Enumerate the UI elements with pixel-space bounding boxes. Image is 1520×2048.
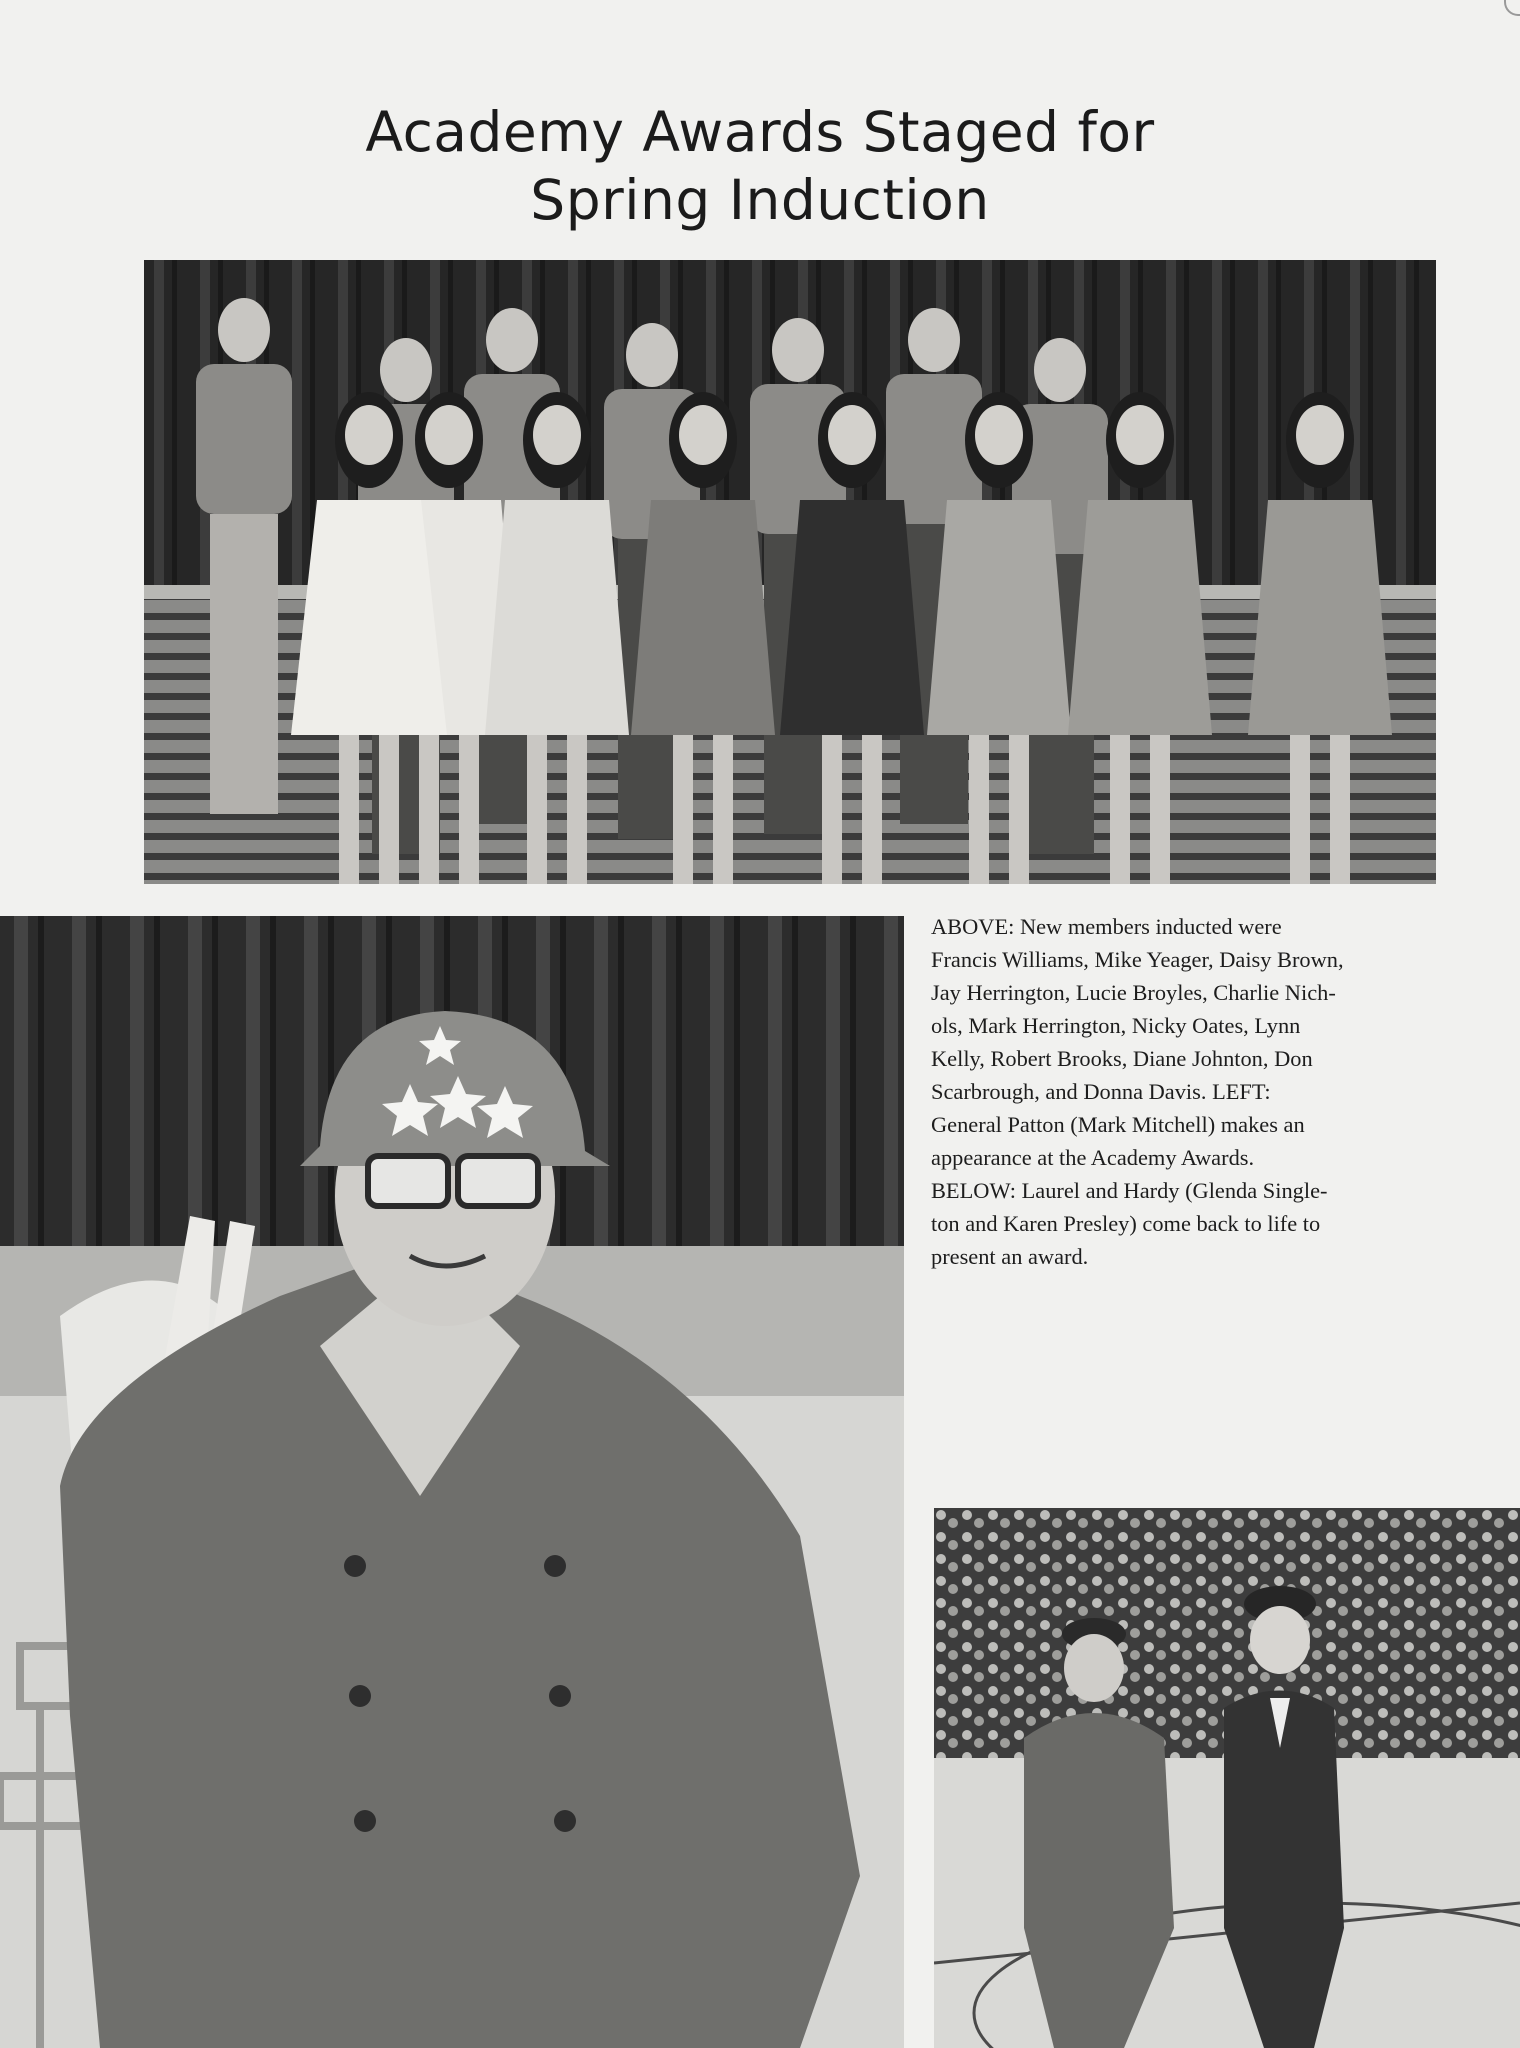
caption-line: Scarbrough, and Donna Davis. LEFT: [931,1079,1271,1104]
patton-photo [0,916,904,2048]
caption-line: Kelly, Robert Brooks, Diane Johnton, Don [931,1046,1313,1071]
caption-line: ton and Karen Presley) come back to life to [931,1211,1321,1236]
caption-line: Francis Williams, Mike Yeager, Daisy Brown, [931,947,1344,972]
caption-line: present an award. [931,1244,1089,1269]
caption-line: Jay Herrington, Lucie Broyles, Charlie Nich- [931,980,1336,1005]
caption-line: BELOW: Laurel and Hardy (Glenda Single- [931,1178,1328,1203]
laurel-hardy-photo [934,1508,1520,2048]
group-photo-image [144,260,1436,884]
caption-line: appearance at the Academy Awards. [931,1145,1255,1170]
caption-line: General Patton (Mark Mitchell) makes an [931,1112,1305,1137]
patton-photo-image [0,916,904,2048]
laurel-hardy-photo-image [934,1508,1520,2048]
group-photo [144,260,1436,884]
standing-figure [196,298,292,814]
page-title [0,98,1520,234]
caption-line: ols, Mark Herrington, Nicky Oates, Lynn [931,1013,1301,1038]
page-title-line-1: Academy Awards Staged for [365,100,1155,164]
photo-caption [931,910,1431,1273]
caption-line: ABOVE: New members inducted were [931,914,1282,939]
page-title-line-2: Spring Induction [530,168,990,232]
page-corner-mark [1504,0,1520,16]
